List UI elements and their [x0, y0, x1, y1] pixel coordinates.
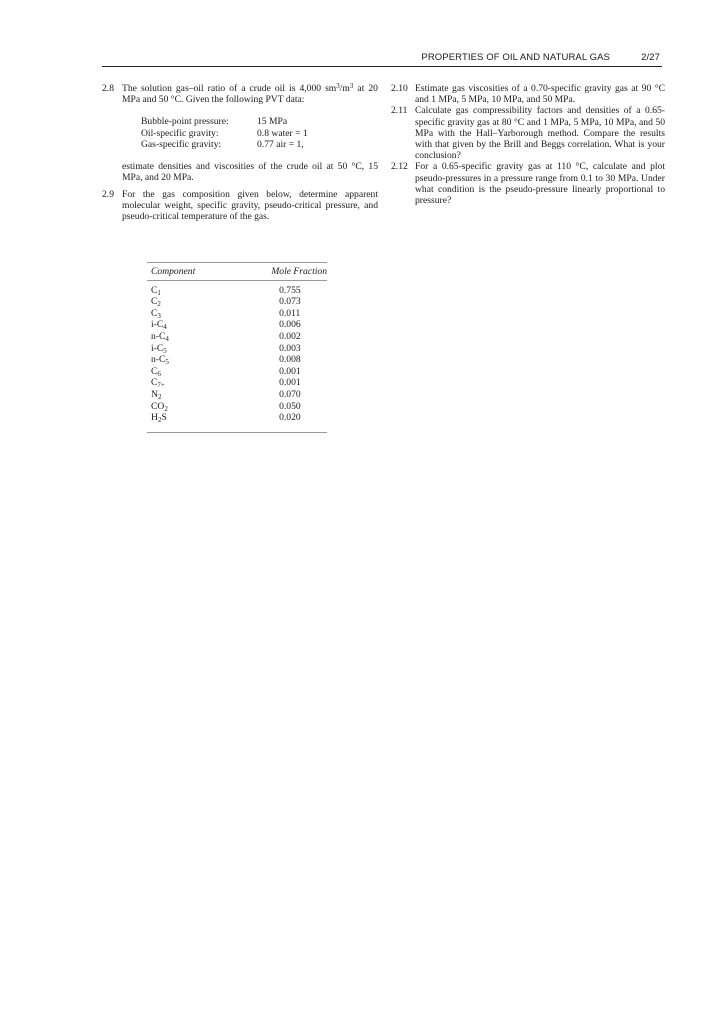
gas-composition-table: [147, 262, 327, 433]
page-number: 2/27: [641, 52, 660, 63]
problem-number: 2.10: [391, 83, 408, 94]
table-row: [147, 319, 327, 331]
mole-fraction: 0.006: [279, 319, 301, 331]
problem-number: 2.11: [391, 105, 408, 117]
left-column: [102, 83, 378, 223]
pvt-data-list: [122, 116, 378, 150]
pvt-row: [122, 128, 378, 139]
mole-fraction: 0.008: [279, 354, 301, 366]
column-header-mole-fraction: Mole Fraction: [209, 263, 327, 281]
mole-fraction: 0.755: [279, 284, 301, 296]
pvt-row: [122, 139, 378, 150]
problem-text: /m: [339, 83, 350, 94]
table-row: [147, 331, 327, 343]
problem-2-9: [102, 189, 378, 223]
problem-text: Calculate gas compressibility factors and densities of a 0.65-specific gravity gas at 80 °C and 1 MPa, 5 MPa, 10 MPa, and 50 MPa with the Hall–Yarborough method. Compare the results with that given by the Brill and Beggs correlation. What is your conclusion?: [415, 105, 665, 162]
table-row: [147, 377, 327, 389]
component-name: C: [151, 377, 158, 389]
pvt-label: Bubble-point pressure:: [141, 116, 229, 128]
mole-fraction: 0.001: [279, 365, 301, 377]
table-row: [147, 401, 327, 413]
table-row: [147, 343, 327, 355]
column-header-component: Component: [147, 263, 209, 281]
component-subscript: 5: [165, 358, 169, 367]
problem-text: at 20 MPa and 50 °C. Given the following PVT data:: [122, 83, 378, 106]
table-row: [147, 296, 327, 308]
component-name: n-C: [151, 330, 166, 342]
component-name: n-C: [151, 354, 166, 366]
problem-2-11: [391, 105, 665, 161]
component-subscript: 1: [157, 288, 161, 297]
component-name: H: [151, 412, 158, 424]
mole-fraction: 0.020: [209, 412, 327, 432]
component-name: C: [151, 365, 158, 377]
mole-fraction: 0.050: [279, 400, 301, 412]
component-subscript: 2: [157, 300, 161, 309]
mole-fraction: 0.001: [279, 377, 301, 389]
problem-2-8: [102, 83, 378, 105]
pvt-label: Oil-specific gravity:: [141, 127, 219, 139]
problem-number: 2.12: [391, 161, 408, 173]
component-name: C: [151, 284, 158, 296]
table-row: [147, 366, 327, 378]
problem-2-10: [391, 83, 665, 105]
component-name: C: [151, 307, 158, 319]
superscript: 3: [349, 82, 354, 90]
pvt-value: 0.77 air = 1,: [257, 139, 304, 151]
table-row: [147, 308, 327, 320]
superscript: 3: [336, 82, 340, 90]
table-row: [147, 412, 327, 432]
table-header-row: [147, 263, 327, 281]
component-name: CO: [151, 400, 165, 412]
component-name: i-C: [151, 342, 164, 354]
problem-text: Estimate gas viscosities of a 0.70-specific gravity gas at 90 °C and 1 MPa, 5 MPa, 10 MPa, and 50 MPa.: [415, 83, 665, 106]
pvt-label: Gas-specific gravity:: [141, 139, 222, 151]
component-name: C: [151, 296, 158, 308]
table-row: [147, 389, 327, 401]
component-name-tail: S: [161, 412, 167, 424]
component-subscript: 3: [157, 311, 161, 320]
mole-fraction: 0.073: [279, 296, 301, 308]
pvt-value: 15 MPa: [257, 116, 288, 128]
right-column: [391, 83, 665, 206]
component-subscript: 2: [157, 392, 162, 401]
component-subscript: 2: [157, 416, 162, 425]
table-row: [147, 354, 327, 366]
component-name: N: [151, 388, 158, 400]
component-subscript: 4: [163, 323, 167, 332]
mole-fraction: 0.002: [279, 330, 301, 342]
pvt-row: [122, 116, 378, 127]
running-header: [102, 52, 662, 67]
pvt-value: 0.8 water = 1: [257, 127, 308, 139]
mole-fraction: 0.070: [279, 388, 301, 400]
component-subscript: 6: [157, 369, 161, 378]
component-subscript: 2: [164, 404, 168, 413]
mole-fraction: 0.003: [279, 342, 301, 354]
problem-2-8-continuation: estimate densities and viscosities of the crude oil at 50 °C, 15 MPa, and 20 MPa.: [122, 160, 378, 183]
component-subscript: 5: [163, 346, 167, 355]
problem-number: 2.8: [102, 83, 114, 94]
problem-text: For a 0.65-specific gravity gas at 110 °C, calculate and plot pseudo-pressures in a pressure range from 0.1 to 30 MPa. Under what condition is the pseudo-pressure linearly proportional to pressure?: [415, 161, 665, 207]
component-subscript: 7+: [157, 381, 165, 390]
component-name: i-C: [151, 319, 164, 331]
problem-text: The solution gas–oil ratio of a crude oil is 4,000 sm: [122, 83, 337, 94]
problem-2-12: [391, 161, 665, 206]
problem-text: For the gas composition given below, determine apparent molecular weight, specific gravity, pseudo-critical pressure, and pseudo-critical temperature of the gas.: [122, 188, 378, 223]
component-subscript: 4: [165, 334, 169, 343]
header-title: PROPERTIES OF OIL AND NATURAL GAS: [421, 52, 610, 63]
mole-fraction: 0.011: [279, 307, 301, 319]
problem-number: 2.9: [102, 188, 114, 200]
table-row: [147, 280, 327, 296]
